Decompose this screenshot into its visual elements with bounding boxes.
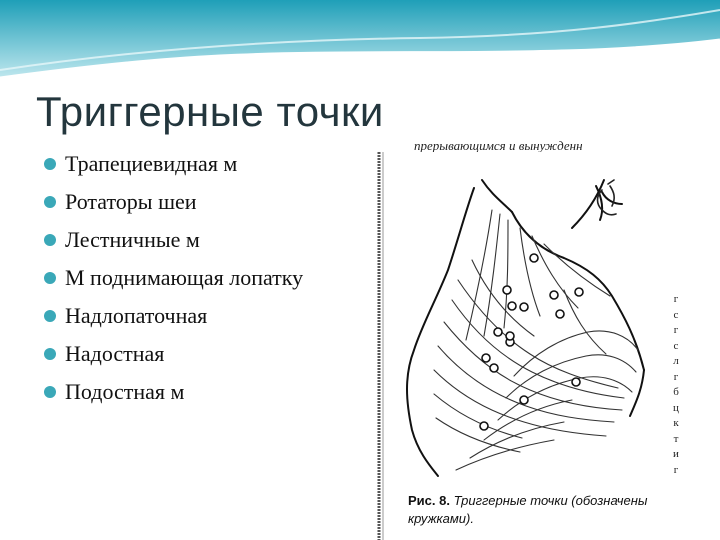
bullet-item xyxy=(44,224,303,262)
figure-caption-text: Триггерные точки (обозначены кружками). xyxy=(408,493,648,526)
bullet-item xyxy=(44,262,303,300)
bullet-text: Надостная xyxy=(65,341,165,366)
bullet-item xyxy=(44,376,303,414)
bullet-dot-icon xyxy=(44,348,56,360)
side-char: к xyxy=(673,417,679,429)
side-char: г xyxy=(673,463,679,476)
bullet-item xyxy=(44,300,303,338)
side-char: г xyxy=(673,324,679,336)
bullet-text: Ротаторы шеи xyxy=(65,189,197,214)
bullet-dot-icon xyxy=(44,386,56,398)
side-char: с xyxy=(673,308,679,321)
anatomy-figure xyxy=(374,140,684,540)
side-char: ц xyxy=(673,401,679,414)
bullet-text: Надлопаточная xyxy=(65,303,208,328)
bullet-dot-icon xyxy=(44,158,56,170)
bullet-dot-icon xyxy=(44,196,56,208)
bullet-text: Подостная м xyxy=(65,379,185,404)
side-char: с xyxy=(673,339,679,352)
bullet-dot-icon xyxy=(44,310,56,322)
figure-caption xyxy=(408,492,670,528)
bullet-text: Лестничные м xyxy=(65,227,200,252)
slide-title: Триггерные точки xyxy=(36,88,384,135)
bullet-text: М поднимающая лопатку xyxy=(65,265,304,290)
figure-top-text: прерывающимся и вынужденн xyxy=(414,140,583,152)
neck-shoulder-illustration xyxy=(374,140,684,540)
bullet-item xyxy=(44,186,303,224)
side-char: л xyxy=(673,355,679,367)
bullet-list xyxy=(44,148,303,414)
side-char: б xyxy=(673,386,679,398)
header-decoration xyxy=(0,0,720,90)
bullet-dot-icon xyxy=(44,234,56,246)
side-char: г xyxy=(673,293,679,305)
bullet-item xyxy=(44,148,303,186)
figure-caption-label: Рис. 8. xyxy=(408,493,450,508)
side-char: и xyxy=(673,448,679,460)
side-text-strip xyxy=(669,292,683,478)
bullet-text: Трапециевидная м xyxy=(65,151,238,176)
side-char: г xyxy=(673,370,679,383)
side-char: т xyxy=(673,432,679,445)
bullet-dot-icon xyxy=(44,272,56,284)
bullet-item xyxy=(44,338,303,376)
